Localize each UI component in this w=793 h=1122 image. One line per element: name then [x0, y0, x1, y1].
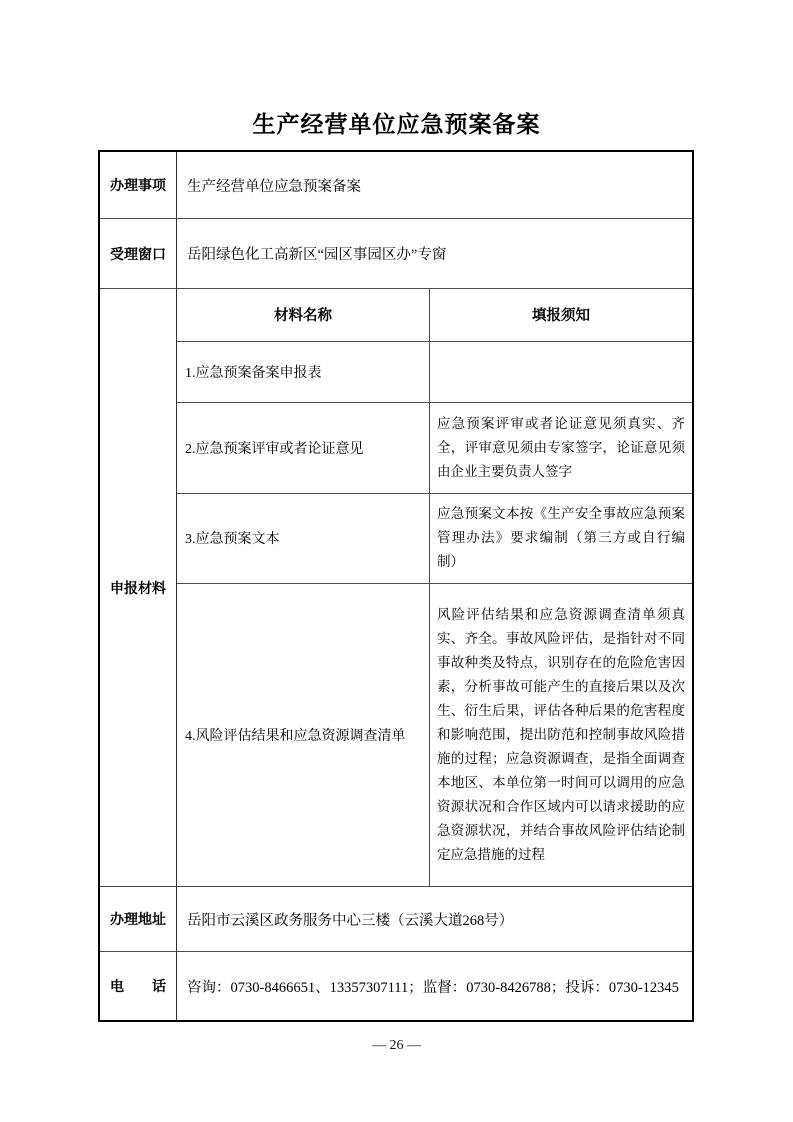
materials-row-1-name: 1.应急预案备案申报表	[185, 365, 322, 381]
materials-row-1-notes	[429, 342, 692, 402]
row-handling-address-label: 办理地址	[110, 911, 166, 927]
materials-subtable	[176, 289, 692, 886]
row-acceptance-window	[100, 218, 692, 288]
materials-header-notes: 填报须知	[429, 289, 692, 341]
row-handling-address-value: 岳阳市云溪区政务服务中心三楼（云溪大道268号）	[176, 887, 692, 951]
materials-row-4-notes	[429, 584, 692, 886]
row-handling-item-value: 生产经营单位应急预案备案	[176, 152, 692, 218]
materials-row-2	[177, 402, 692, 493]
filing-table	[98, 150, 694, 1022]
materials-row-2-notes	[429, 403, 692, 493]
materials-row-2-notes-text: 应急预案评审或者论证意见须真实、齐全，评审意见须由专家签字，论证意见须由企业主要负责人签字	[437, 415, 685, 479]
page-number: — 26 —	[372, 1038, 421, 1053]
materials-row-2-name: 2.应急预案评审或者论证意见	[185, 441, 364, 457]
row-acceptance-window-value: 岳阳绿色化工高新区“园区事园区办”专窗	[176, 219, 692, 288]
page-title: 生产经营单位应急预案备案	[252, 112, 541, 137]
materials-row-3-name: 3.应急预案文本	[185, 532, 280, 548]
row-telephone	[100, 951, 692, 1020]
materials-header-row	[177, 289, 692, 341]
materials-header-name: 材料名称	[274, 308, 332, 325]
materials-row-1	[177, 341, 692, 402]
row-acceptance-window-label: 受理窗口	[110, 245, 166, 262]
row-application-materials-label: 申报材料	[110, 579, 166, 596]
row-handling-item	[100, 152, 692, 218]
row-telephone-label: 电 话	[110, 978, 166, 994]
materials-row-3-notes-text: 应急预案文本按《生产安全事故应急预案管理办法》要求编制（第三方或自行编制）	[437, 506, 685, 570]
materials-row-4-notes-text: 风险评估结果和应急资源调查清单须真实、齐全。事故风险评估，是指针对不同事故种类及特点，识别存在的危险危害因素，分析事故可能产生的直接后果以及次生、衍生后果，评估各种后果的危害程度和影响范围，提出防范和控制事故风险措施的过程；应急资源调查，是指全面调查本地区、本单位第一时间可以调用的应急资源状况和合作区域内可以请求援助的应急资源状况，并结合事故风险评估结论制定应急措施的过程	[437, 606, 685, 862]
row-handling-item-label: 办理事项	[110, 177, 166, 193]
row-application-materials	[100, 288, 692, 886]
materials-row-4	[177, 583, 692, 886]
row-telephone-value: 咨询：0730-8466651、13357307111；监督：0730-8426788；投诉：0730-12345	[176, 952, 692, 1020]
row-handling-address	[100, 886, 692, 951]
materials-row-3	[177, 493, 692, 583]
materials-row-3-notes	[429, 494, 692, 583]
materials-row-4-name: 4.风险评估结果和应急资源调查清单	[185, 728, 406, 744]
